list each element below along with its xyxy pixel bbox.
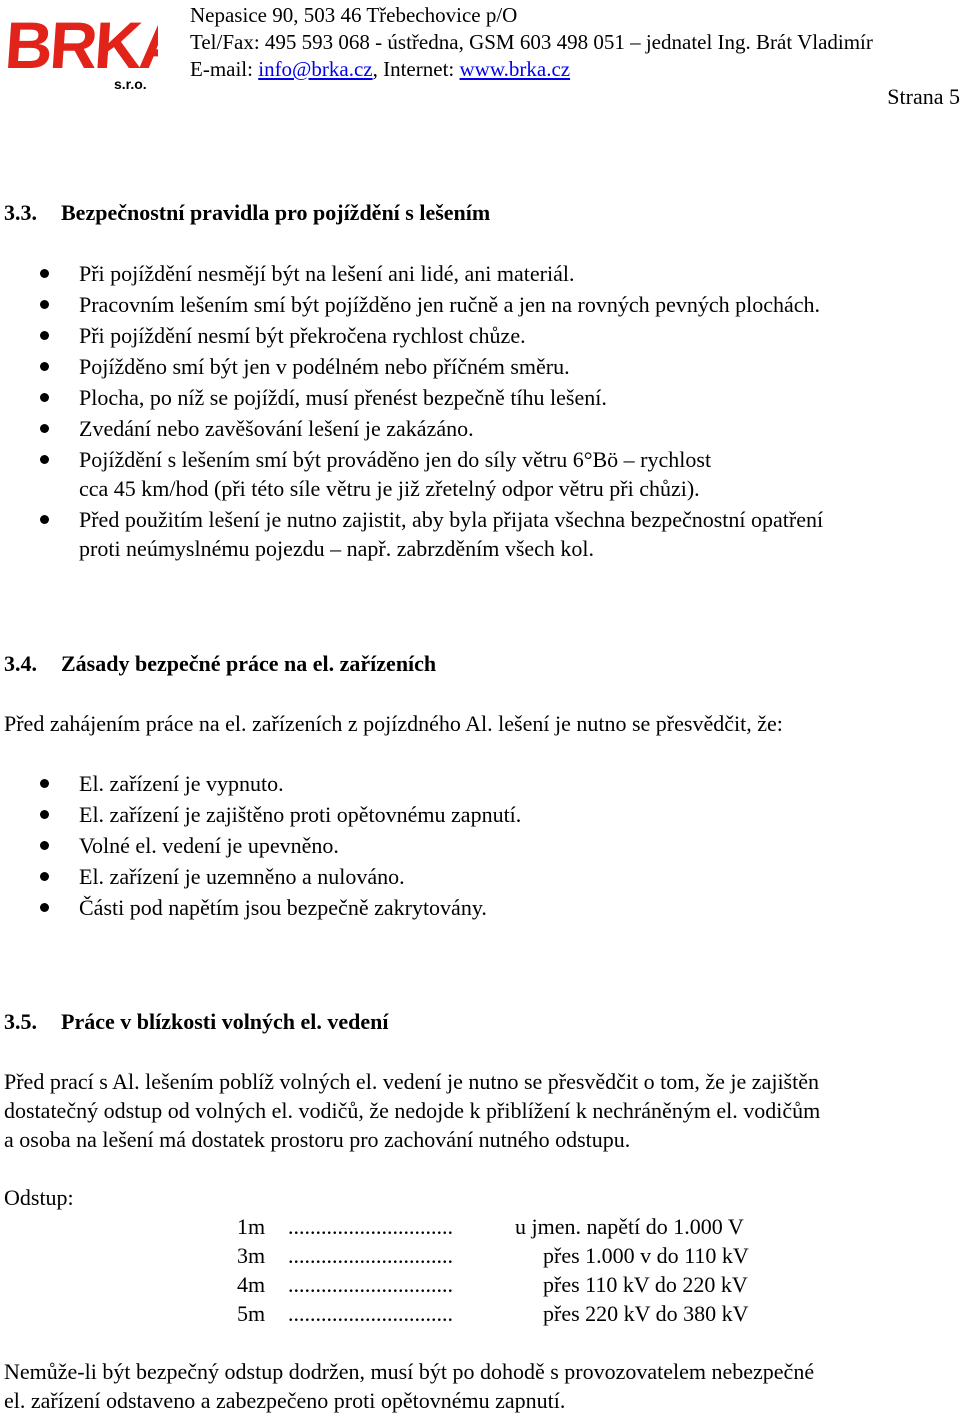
bullet-icon [40, 393, 49, 402]
email-link[interactable]: info@brka.cz [258, 57, 373, 81]
distance-desc: přes 1.000 v do 110 kV [543, 1243, 749, 1268]
list-item: El. zařízení je vypnuto. [0, 769, 960, 798]
distance-dist: 5m [237, 1301, 266, 1326]
section-title: Práce v blízkosti volných el. vedení [61, 1009, 389, 1034]
bullet-icon [40, 331, 49, 340]
header-phone: Tel/Fax: 495 593 068 - ústředna, GSM 603 498 051 – jednatel Ing. Brát Vladimír [190, 30, 873, 54]
bullet-icon [40, 903, 49, 912]
list-item: El. zařízení je uzemněno a nulováno. [0, 862, 960, 891]
list-item: Části pod napětím jsou bezpečně zakrytovány. [0, 893, 960, 922]
section-3-4-intro: Před zahájením práce na el. zařízeních z pojízdného Al. lešení je nutno se přesvědčit, že: [4, 711, 783, 736]
list-item: Při pojíždění nesmí být překročena rychlost chůze. [0, 321, 960, 350]
list-item: Pojíždění s lešením smí být prováděno jen do síly větru 6°Bö – rychlost cca 45 km/hod (při této síle větru je již zřetelný odpor větru při chůzi). [0, 445, 960, 503]
header-contact [190, 56, 570, 83]
distance-desc: u jmen. napětí do 1.000 V [515, 1214, 744, 1239]
header-address: Nepasice 90, 503 46 Třebechovice p/O [190, 3, 518, 27]
list-item: Pojížděno smí být jen v podélném nebo příčném směru. [0, 352, 960, 381]
section-number: 3.3. [4, 200, 37, 225]
section-number: 3.4. [4, 651, 37, 676]
logo-text: BRKA [6, 9, 158, 83]
odstup-label: Odstup: [4, 1185, 74, 1210]
distance-dist: 3m [237, 1243, 266, 1268]
bullet-icon [40, 872, 49, 881]
bullet-icon [40, 455, 49, 464]
distance-desc: přes 220 kV do 380 kV [543, 1301, 749, 1326]
section-3-5-paragraph: Před prací s Al. lešením poblíž volných el. vedení je nutno se přesvědčit o tom, že je zajištěn dostatečný odstup od volných el. vodičů, že nedojde k přiblížení k nechráněným el. vodičům a osoba na lešení má dostatek prostoru pro zachování nutného odstupu. [4, 1069, 821, 1152]
list-item: Před použitím lešení je nutno zajistit, aby byla přijata všechna bezpečnostní opatření proti neúmyslnému pojezdu – např. zabrzděním všech kol. [0, 505, 960, 563]
section-3-4-list [0, 769, 960, 924]
bullet-icon [40, 841, 49, 850]
distance-dist: 4m [237, 1272, 266, 1297]
list-item: Volné el. vedení je upevněno. [0, 831, 960, 860]
email-label: E-mail: [190, 57, 259, 81]
section-3-4-heading [4, 651, 436, 677]
bullet-icon [40, 810, 49, 819]
logo-subtext: s.r.o. [114, 76, 147, 92]
closing-paragraph: Nemůže-li být bezpečný odstup dodržen, musí být po dohodě s provozovatelem nebezpečné el. zařízení odstaveno a zabezpečeno proti opětovnému zapnutí. [4, 1359, 815, 1413]
bullet-icon [40, 424, 49, 433]
list-item: Zvedání nebo zavěšování lešení je zakázáno. [0, 414, 960, 443]
bullet-icon [40, 362, 49, 371]
company-logo [6, 6, 158, 92]
list-item: Pracovním lešením smí být pojížděno jen ručně a jen na rovných pevných plochách. [0, 290, 960, 319]
distance-desc: přes 110 kV do 220 kV [543, 1272, 748, 1297]
list-item: Při pojíždění nesmějí být na lešení ani lidé, ani materiál. [0, 259, 960, 288]
distance-dots: .............................. [288, 1272, 453, 1297]
page-number: Strana 5 [887, 84, 960, 109]
section-3-3-list [0, 259, 960, 565]
section-number: 3.5. [4, 1009, 37, 1034]
bullet-icon [40, 779, 49, 788]
internet-label: , Internet: [372, 57, 460, 81]
bullet-icon [40, 269, 49, 278]
section-title: Bezpečnostní pravidla pro pojíždění s lešením [61, 200, 491, 225]
bullet-icon [40, 300, 49, 309]
section-3-5-heading [4, 1009, 389, 1035]
list-item: Plocha, po níž se pojíždí, musí přenést bezpečně tíhu lešení. [0, 383, 960, 412]
list-item: El. zařízení je zajištěno proti opětovnému zapnutí. [0, 800, 960, 829]
brka-logo-graphic [6, 6, 158, 92]
distance-dist: 1m [237, 1214, 266, 1239]
distance-dots: .............................. [288, 1214, 453, 1239]
bullet-icon [40, 515, 49, 524]
section-title: Zásady bezpečné práce na el. zařízeních [61, 651, 437, 676]
web-link[interactable]: www.brka.cz [459, 57, 571, 81]
distance-dots: .............................. [288, 1243, 453, 1268]
section-3-3-heading [4, 200, 490, 226]
distance-dots: .............................. [288, 1301, 453, 1326]
